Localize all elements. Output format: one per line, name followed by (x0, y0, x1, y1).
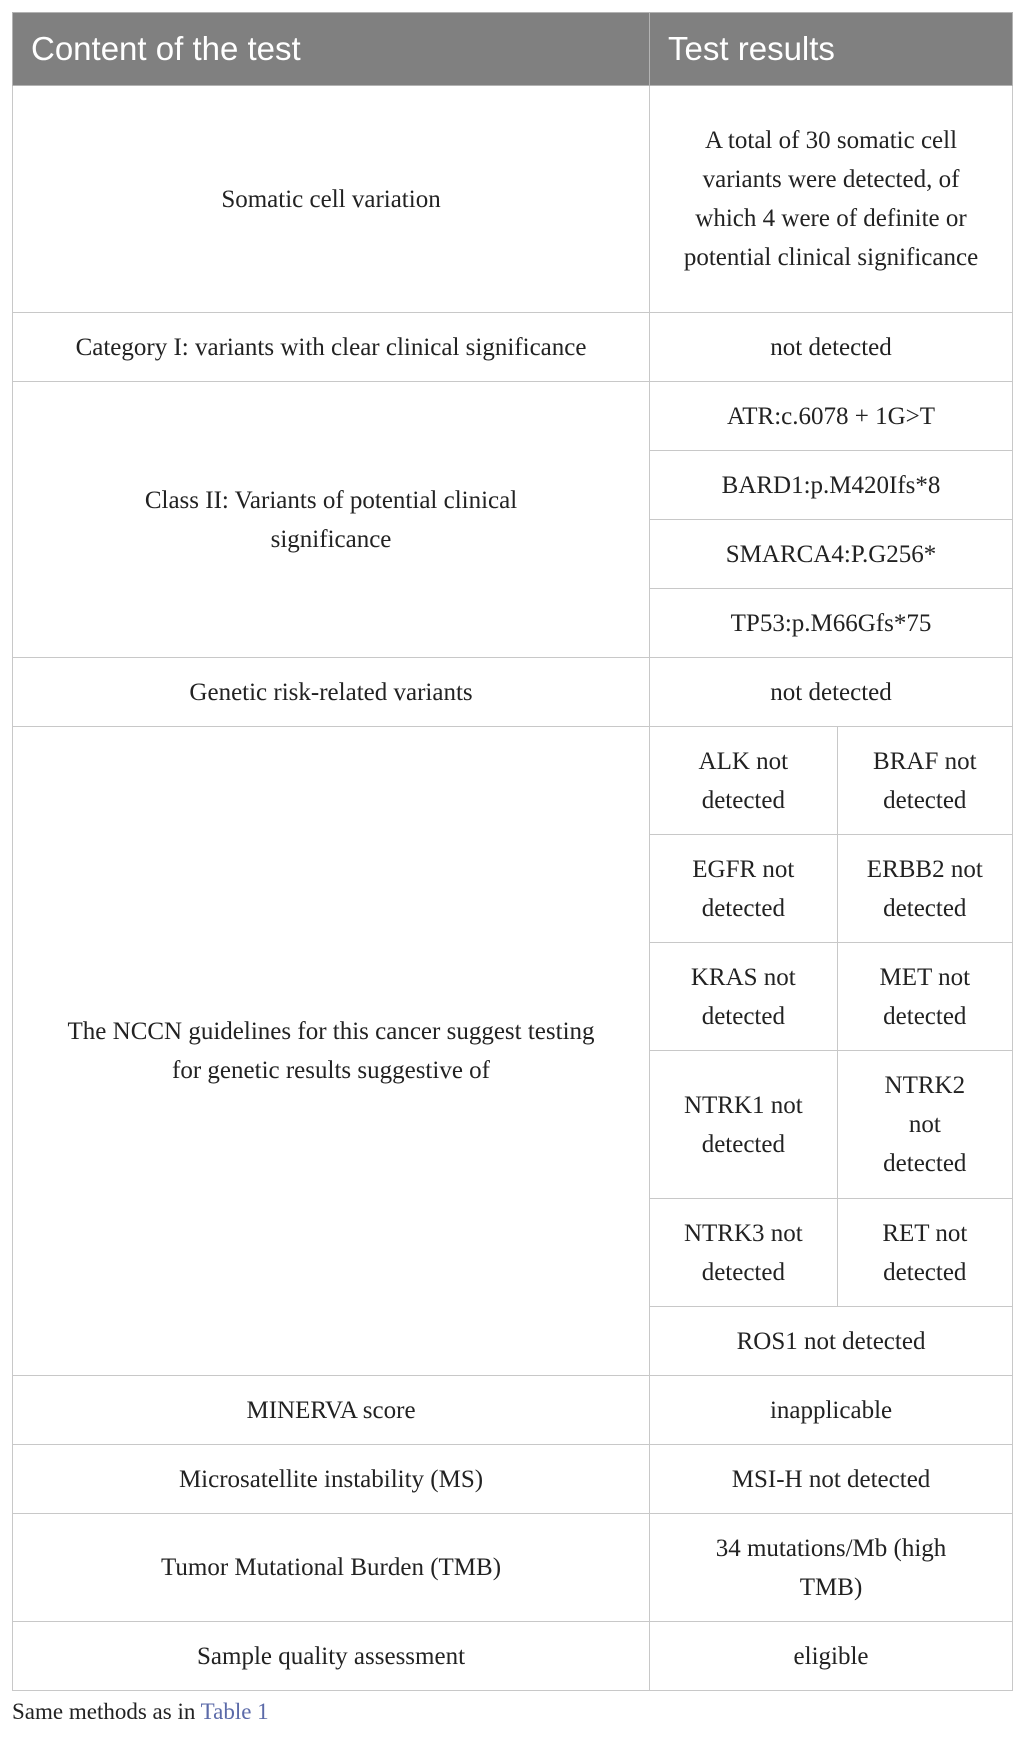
nccn-gene-cell: RET not detected (837, 1199, 1012, 1307)
table-row (13, 1445, 1013, 1514)
table-row (13, 86, 1013, 313)
msi-result: MSI-H not detected (650, 1445, 1013, 1514)
table-row (13, 1622, 1013, 1691)
genetic-risk-label: Genetic risk-related variants (13, 658, 650, 727)
nccn-gene-cell: EGFR not detected (650, 835, 838, 943)
minerva-label: MINERVA score (13, 1376, 650, 1445)
test-results-table (12, 12, 1013, 1691)
results-table-container (12, 12, 1012, 1725)
nccn-gene-cell: ERBB2 not detected (837, 835, 1012, 943)
somatic-result: A total of 30 somatic cell variants were detected, of which 4 were of definite or potential clinical significance (650, 86, 1013, 313)
msi-label: Microsatellite instability (MS) (13, 1445, 650, 1514)
table-row (13, 1514, 1013, 1622)
table-row (13, 313, 1013, 382)
nccn-gene-cell: MET not detected (837, 943, 1012, 1051)
table-header-row (13, 13, 1013, 86)
nccn-gene-cell: KRAS not detected (650, 943, 838, 1051)
class2-result-3: SMARCA4:P.G256* (650, 520, 1013, 589)
category1-label: Category I: variants with clear clinical significance (13, 313, 650, 382)
nccn-gene-cell: NTRK3 not detected (650, 1199, 838, 1307)
quality-result: eligible (650, 1622, 1013, 1691)
table-row (13, 727, 1013, 835)
minerva-result: inapplicable (650, 1376, 1013, 1445)
header-content-of-test: Content of the test (13, 13, 650, 86)
class2-result-2: BARD1:p.M420Ifs*8 (650, 451, 1013, 520)
nccn-gene-cell: ALK not detected (650, 727, 838, 835)
footnote-text: Same methods as in (12, 1699, 201, 1724)
class2-result-1: ATR:c.6078 + 1G>T (650, 382, 1013, 451)
nccn-label: The NCCN guidelines for this cancer suggest testing for genetic results suggestive of (13, 727, 650, 1376)
genetic-risk-result: not detected (650, 658, 1013, 727)
table-footnote (12, 1699, 1012, 1725)
tmb-label: Tumor Mutational Burden (TMB) (13, 1514, 650, 1622)
nccn-gene-cell: NTRK2 not detected (837, 1051, 1012, 1199)
quality-label: Sample quality assessment (13, 1622, 650, 1691)
header-test-results: Test results (650, 13, 1013, 86)
nccn-gene-cell: NTRK1 not detected (650, 1051, 838, 1199)
category1-result: not detected (650, 313, 1013, 382)
nccn-ros1-result: ROS1 not detected (650, 1307, 1013, 1376)
table-row (13, 658, 1013, 727)
tmb-result: 34 mutations/Mb (high TMB) (650, 1514, 1013, 1622)
nccn-gene-cell: BRAF not detected (837, 727, 1012, 835)
table-row (13, 382, 1013, 451)
class2-label: Class II: Variants of potential clinical significance (13, 382, 650, 658)
class2-result-4: TP53:p.M66Gfs*75 (650, 589, 1013, 658)
table-row (13, 1376, 1013, 1445)
somatic-label: Somatic cell variation (13, 86, 650, 313)
table-1-link[interactable]: Table 1 (200, 1699, 269, 1724)
